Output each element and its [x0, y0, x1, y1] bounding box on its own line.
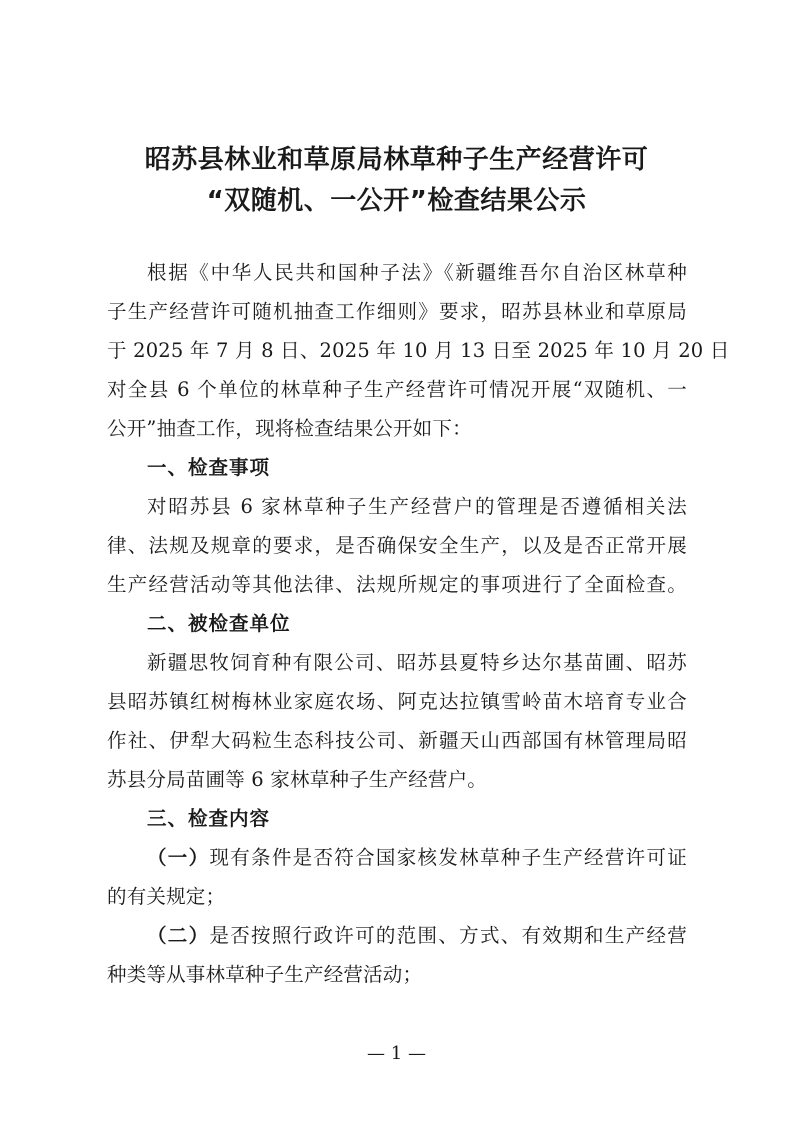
section-3-item-2-line-2: 种类等从事林草种子生产经营活动； — [107, 963, 423, 986]
section-3-item-2-line-1 — [147, 923, 687, 949]
item-2-text: 是否按照行政许可的范围、方式、有效期和生产经营 — [209, 924, 687, 947]
section-2-line-3: 作社、伊犁大码粒生态科技公司、新疆天山西部国有林管理局昭 — [107, 729, 687, 752]
section-1-heading: 一、检查事项 — [147, 456, 271, 479]
section-3-heading: 三、检查内容 — [147, 807, 271, 830]
document-title-line-1: 昭苏县林业和草原局林草种子生产经营许可 — [144, 145, 649, 175]
section-2-heading: 二、被检查单位 — [147, 612, 291, 635]
section-3-item-1-line-1 — [147, 845, 687, 871]
section-1-line-2: 律、法规及规章的要求，是否确保安全生产，以及是否正常开展 — [107, 534, 687, 557]
section-1-line-3: 生产经营活动等其他法律、法规所规定的事项进行了全面检查。 — [107, 573, 687, 596]
intro-line-2: 子生产经营许可随机抽查工作细则》要求，昭苏县林业和草原局 — [107, 300, 687, 323]
section-1-line-1: 对昭苏县 6 家林草种子生产经营户的管理是否遵循相关法 — [147, 495, 687, 518]
document-title-line-2: “双随机、一公开”检查结果公示 — [206, 186, 587, 216]
intro-line-1: 根据《中华人民共和国种子法》《新疆维吾尔自治区林草种 — [147, 261, 687, 284]
intro-line-5: 公开”抽查工作，现将检查结果公开如下： — [107, 417, 472, 440]
intro-line-3: 于 2025 年 7 月 8 日、2025 年 10 月 13 日至 2025 年 10 月 20 日 — [107, 339, 730, 362]
section-2-line-1: 新疆思牧饲育种有限公司、昭苏县夏特乡达尔基苗圃、昭苏 — [147, 651, 687, 674]
item-1-label: （一） — [147, 846, 210, 869]
section-3-item-1-line-2: 的有关规定； — [107, 885, 226, 908]
item-1-text: 现有条件是否符合国家核发林草种子生产经营许可证 — [209, 846, 687, 869]
page-number: — 1 — — [367, 1043, 426, 1064]
item-2-label: （二） — [147, 924, 210, 947]
section-2-line-4: 苏县分局苗圃等 6 家林草种子生产经营户。 — [107, 768, 488, 791]
intro-line-4: 对全县 6 个单位的林草种子生产经营许可情况开展“双随机、一 — [107, 378, 687, 401]
section-2-line-2: 县昭苏镇红树梅林业家庭农场、阿克达拉镇雪岭苗木培育专业合 — [107, 690, 687, 713]
